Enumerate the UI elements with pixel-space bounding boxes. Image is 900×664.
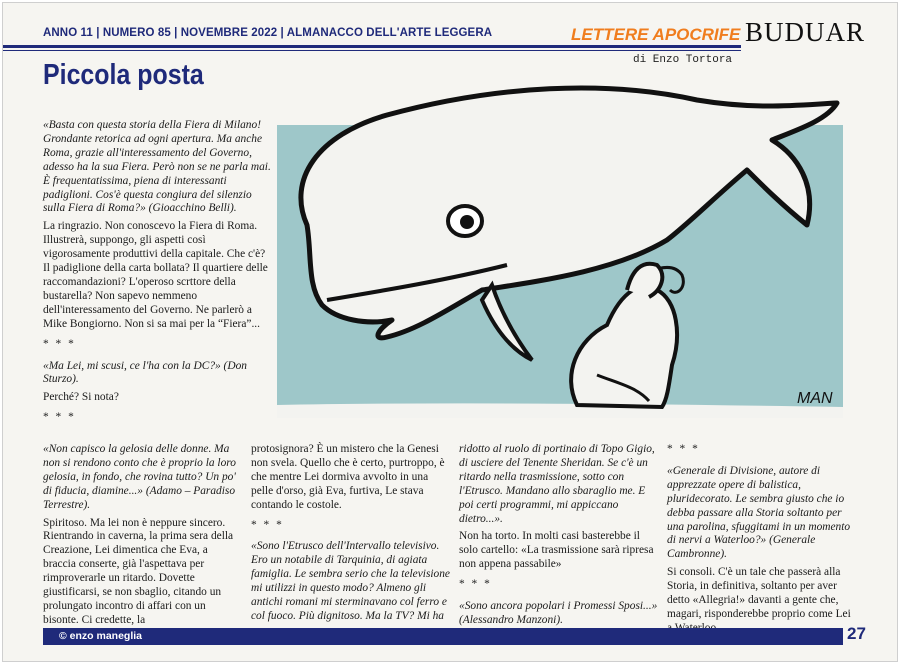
byline: di Enzo Tortora <box>633 54 733 66</box>
letter-reply: Si consoli. C'è un tale che passerà alla Storia, in definitiva, soltanto per aver detto «Allegria!» davanti a gente che, magari, risponderebbe proprio come Lei <box>667 566 851 620</box>
issue-line: ANNO 11 | NUMERO 85 | NOVEMBRE 2022 | ALMANACCO DELL'ARTE LEGGERA <box>43 27 493 39</box>
page-number: 27 <box>847 624 866 643</box>
letter-quote: «Sono l'Etrusco dell'Intervallo televisivo. Ero un notabile di Tarquinia, di agiata famiglia. Le sembra serio che la televisione mi utilizzi in questo modo? Almeno gli antichi romani mi sterminavano col ferro e col fuoco. Più dignitoso. Ma la TV? Mi ha <box>251 540 450 622</box>
brand-logo: BUDUAR <box>745 17 866 47</box>
page-title: Piccola posta <box>43 59 204 91</box>
letter-quote: «Generale di Divisione, autore di apprezzate opere di balistica, pluridecorato. Le sembra giusto che io debba passare alla Storia soltanto per una parolina, sfuggitami in un momento di nervi a Waterloo?» (Generale Cambronne). <box>667 464 851 561</box>
header-rule-thin <box>3 50 741 51</box>
column-1 <box>43 119 273 433</box>
section-separator: * * * <box>251 518 284 531</box>
section-separator: * * * <box>459 578 492 591</box>
section-separator: * * * <box>43 337 76 350</box>
column-3 <box>459 443 659 650</box>
letter-reply: Spiritoso. Ma lei non è neppure sincero. Rientrando in caverna, la prima sera della Creazione, Lei dimentica che Eva, a braccia conserte, già l'aspettava per rimproverarle un ritardo. Dovette giustificarsi, se non sbaglio, citando un prolungato incontro di affari con un bisonte. Ci credette, la <box>43 516 234 626</box>
letter-reply: Non ha torto. In molti casi basterebbe il solo cartello: «La trasmissione sarà ripresa non appena passabile» <box>459 530 654 571</box>
header-rule <box>3 45 741 48</box>
footer-bar <box>43 628 843 645</box>
column-1-lower <box>43 443 243 632</box>
column-2 <box>251 443 451 628</box>
artist-signature: MAN <box>797 390 833 407</box>
rubric-label: LETTERE APOCRIFE <box>571 25 741 44</box>
letter-quote: «Non capisco la gelosia delle donne. Ma non si rendono conto che è proprio la loro gelosia, in fondo, che rovina tutto? Un po' di fiducia, diamine...» (Adamo – Paradiso Terrestre). <box>43 443 236 511</box>
letter-reply: protosignora? È un mistero che la Genesi non svela. Quello che è certo, purtroppo, è che mentre Lei dormiva avvolto in una pelle d'orso, già Eva, furtiva, Le stava contando le costole. <box>251 443 445 511</box>
section-separator: * * * <box>43 411 76 424</box>
whale-cartoon-illustration <box>277 75 843 418</box>
magazine-page <box>2 2 898 662</box>
section-separator: * * * <box>667 443 700 455</box>
letter-reply: La ringrazio. Non conoscevo la Fiera di Roma. Illustrerà, suppongo, gli aspetti così vigorosamente produttivi della capitale. Che c'è? Il padiglione della carta bollata? Il quartiere delle raccomandazioni? L'operoso scrttore della bustarella? Non sapevo nemmeno dell'interessamento del Governo. Ne parlerò a Mike Bongiorno. Non si sa mai per la “Fiera”... <box>43 220 268 330</box>
column-4 <box>667 437 852 640</box>
letter-quote: «Sono ancora popolari i Promessi Sposi...» (Alessandro Manzoni). <box>459 600 658 626</box>
letter-quote: «Basta con questa storia della Fiera di Milano! Grondante retorica ad ogni apertura. Ma anche Roma, grazie all'interessamento del Governo, adesso ha la sua Fiera. Però non se ne parla mai. È frequentatissima, piena di interessanti padiglioni. Cos'è questa congiura del silenzio sulla Fiera di Roma?» (Gioacchino Belli). <box>43 119 271 215</box>
footer-credit: © enzo maneglia <box>59 630 143 642</box>
letter-reply: Perché? Si nota? <box>43 391 119 404</box>
letter-quote: ridotto al ruolo di portinaio di Topo Gigio, di usciere del Tenente Sheridan. Se c'è un ritardo nella trasmissione, sotto con l'Etrusco. Mandano allo sbaraglio me. E poi certi programmi, mi appiccano dietro...». <box>459 443 655 525</box>
whale-pupil <box>460 215 474 229</box>
letter-quote: «Ma Lei, mi scusi, ce l'ha con la DC?» (Don Sturzo). <box>43 359 247 386</box>
